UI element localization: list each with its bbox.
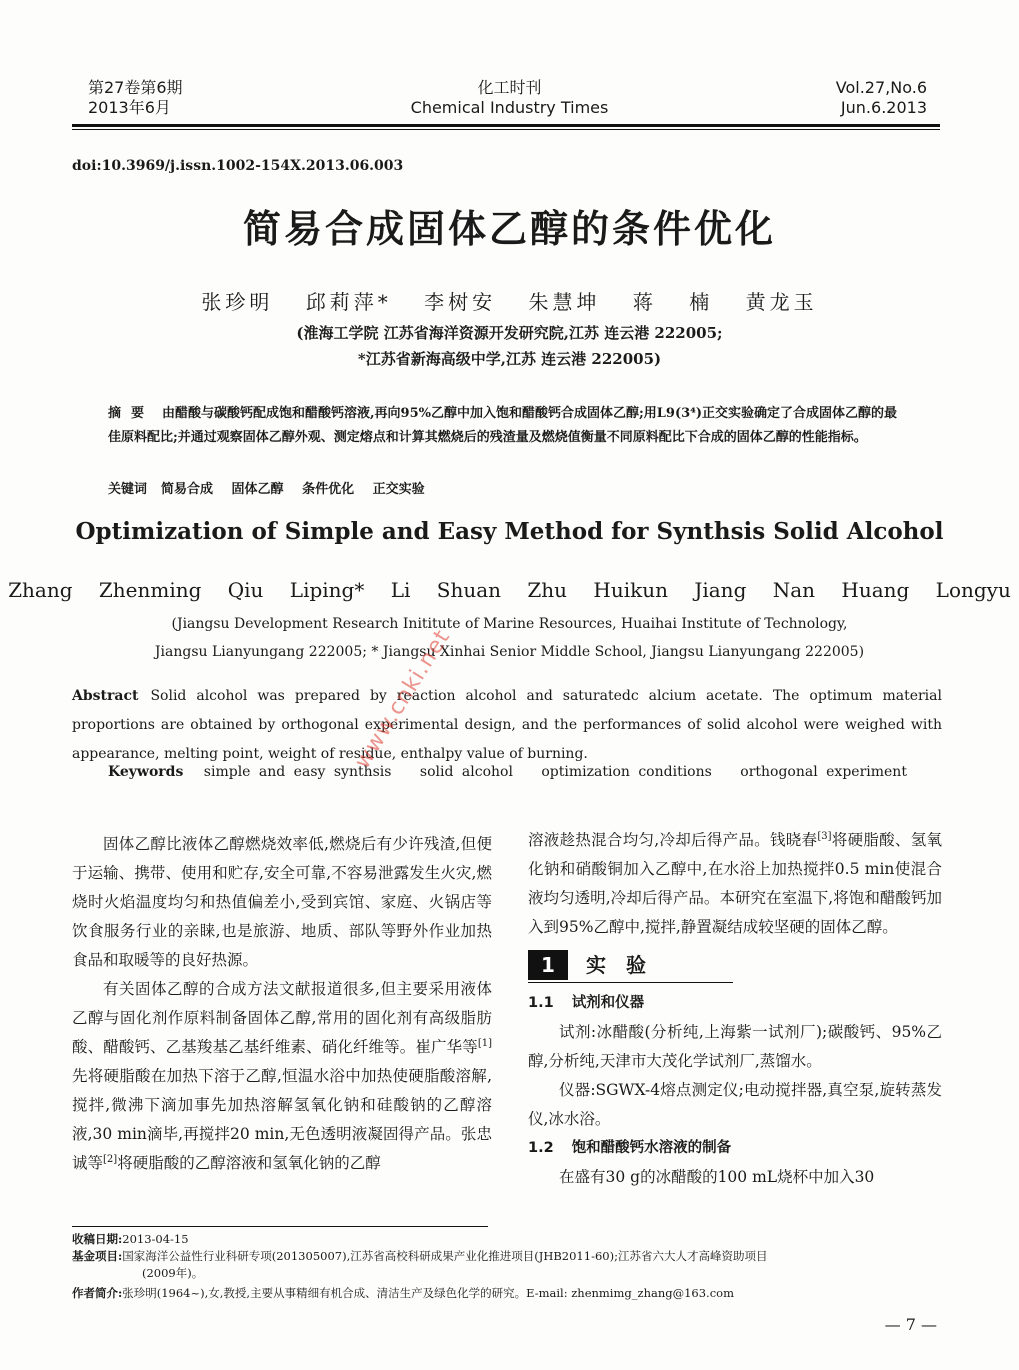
author-bio: 作者简介:张珍明(1964~),女,教授,主要从事精细有机合成、清洁生产及绿色化学的研究。E-mail: zhenmimg_zhang@163.com <box>72 1286 734 1300</box>
keywords-cn-label: 关键词 <box>108 482 148 497</box>
keywords-en-label: Keywords <box>108 764 184 780</box>
abstract-en-text: Solid alcohol was prepared by reaction alcohol and saturatedc alcium acetate. The optimum material proportions are obtained by orthogonal experimental design, and the performances of solid alcohol were weighed with appearance, melting point, weight of residue, enthalpy value of burning. <box>72 688 942 762</box>
intro-paragraph-continued: 溶液趁热混合均匀,冷却后得产品。钱晓春[3]将硬脂酸、氢氧化钠和硝酸铜加入乙醇中,在水浴上加热搅拌0.5 min使混合液均匀透明,冷却后得产品。本研究在室温下,将饱和醋酸钙加入到95%乙醇中,搅拌,静置凝结成较坚硬的固体乙醇。 <box>528 830 942 936</box>
solution-paragraph: 在盛有30 g的冰醋酸的100 mL烧杯中加入30 <box>559 1168 875 1186</box>
affiliation-cn: (淮海工学院 江苏省海洋资源开发研究院,江苏 连云港 222005; *江苏省新海高级中学,江苏 连云港 222005) <box>296 324 723 368</box>
citation: [2] <box>103 1153 118 1165</box>
received-date: 收稿日期:2013-04-15 <box>72 1232 189 1246</box>
watermark: www.cnki.net <box>350 625 456 774</box>
title-en: Optimization of Simple and Easy Method for Synthsis Solid Alcohol <box>75 518 944 545</box>
subsection-heading-reagents: 1.1 试剂和仪器 <box>528 995 645 1011</box>
header-rule-thick <box>72 124 940 127</box>
keyword-en: simple and easy synthsis <box>203 764 392 780</box>
keyword-en: solid alcohol <box>419 764 513 780</box>
fund-info-continued: (2009年)。 <box>142 1266 204 1280</box>
subsection-heading-solution: 1.2 饱和醋酸钙水溶液的制备 <box>528 1140 732 1156</box>
body-left-column <box>72 830 492 1178</box>
authors-en: Zhang Zhenming Qiu Liping* Li Shuan Zhu Huikun Jiang Nan Huang Longyu <box>8 578 1011 602</box>
keywords-cn <box>108 478 425 497</box>
footnotes <box>72 1231 952 1302</box>
citation: [3] <box>817 830 832 842</box>
affiliation-en: (Jiangsu Development Research Inititute of Marine Resources, Huaihai Institute of Technology, Jiangsu Lianyungang 222005; * Jiangsu Xinhai Senior Middle School, Jiangsu Lianyungang 222005) <box>154 616 865 660</box>
keywords-en <box>108 764 927 780</box>
section-heading-experiment <box>528 948 733 983</box>
section-title: 实验 <box>586 952 666 977</box>
body-right-column <box>528 826 942 1192</box>
intro-paragraph-1: 固体乙醇比液体乙醇燃烧效率低,燃烧后有少许残渣,但便于运输、携带、使用和贮存,安全可靠,不容易泄露发生火灾,燃烧时火焰温度均匀和热值偏差小,受到宾馆、家庭、火锅店等饮食服务行业的亲睐,也是旅游、地质、部队等野外作业加热食品和取暖等的良好热源。 <box>72 835 492 969</box>
keyword-en: orthogonal experiment <box>740 764 907 780</box>
title-cn: 简易合成固体乙醇的条件优化 <box>242 207 776 251</box>
reagents-paragraph: 试剂:冰醋酸(分析纯,上海紫一试剂厂);碳酸钙、95%乙醇,分析纯,天津市大茂化学试剂厂,蒸馏水。 <box>528 1023 942 1070</box>
citation: [1] <box>477 1037 492 1049</box>
abstract-en <box>72 682 942 769</box>
doi: doi:10.3969/j.issn.1002-154X.2013.06.003 <box>72 158 404 174</box>
section-number: 1 <box>528 950 568 980</box>
page-number: — 7 — <box>884 1315 937 1334</box>
abstract-en-label: Abstract <box>72 688 139 704</box>
journal-name: 化工时刊 Chemical Industry Times <box>410 78 609 117</box>
footnote-rule <box>72 1226 488 1227</box>
keywords-cn-text: 简易合成 固体乙醇 条件优化 正交实验 <box>161 482 425 497</box>
abstract-cn-label: 摘要 <box>108 406 155 421</box>
abstract-cn <box>108 402 908 450</box>
header-rule-thin <box>72 129 940 130</box>
abstract-cn-text: 由醋酸与碳酸钙配成饱和醋酸钙溶液,再向95%乙醇中加入饱和醋酸钙合成固体乙醇;用L9(3⁴)正交实验确定了合成固体乙醇的最佳原料配比;并通过观察固体乙醇外观、测定熔点和计算其燃烧后的残渣量及燃烧值衡量不同原料配比下合成的固体乙醇的性能指标。 <box>108 406 898 445</box>
instruments-paragraph: 仪器:SGWX-4熔点测定仪;电动搅拌器,真空泵,旋转蒸发仪,冰水浴。 <box>528 1081 942 1128</box>
intro-paragraph-2: 有关固体乙醇的合成方法文献报道很多,但主要采用液体乙醇与固化剂作原料制备固体乙醇,常用的固化剂有高级脂肪酸、醋酸钙、乙基羧基乙基纤维素、硝化纤维等。崔广华等[1]先将硬脂酸在加热下溶于乙醇,恒温水浴中加热使硬脂酸溶解,搅拌,微沸下滴加事先加热溶解氢氧化钠和硅酸钠的乙醇溶液,30 min滴毕,再搅拌20 min,无色透明液凝固得产品。张忠诚等[2]将硬脂酸的乙醇溶液和氢氧化钠的乙醇 <box>72 980 492 1172</box>
keyword-en: optimization conditions <box>541 764 712 780</box>
authors-cn: 张珍明 邱莉萍* 李树安 朱慧坤 蒋 楠 黄龙玉 <box>201 290 818 314</box>
journal-volume-en: Vol.27,No.6 Jun.6.2013 <box>835 78 927 117</box>
fund-info: 基金项目:国家海洋公益性行业科研专项(201305007),江苏省高校科研成果产业化推进项目(JHB2011-60);江苏省六大人才高峰资助项目 <box>72 1249 768 1263</box>
journal-volume-cn: 第27卷第6期 2013年6月 <box>88 78 183 117</box>
